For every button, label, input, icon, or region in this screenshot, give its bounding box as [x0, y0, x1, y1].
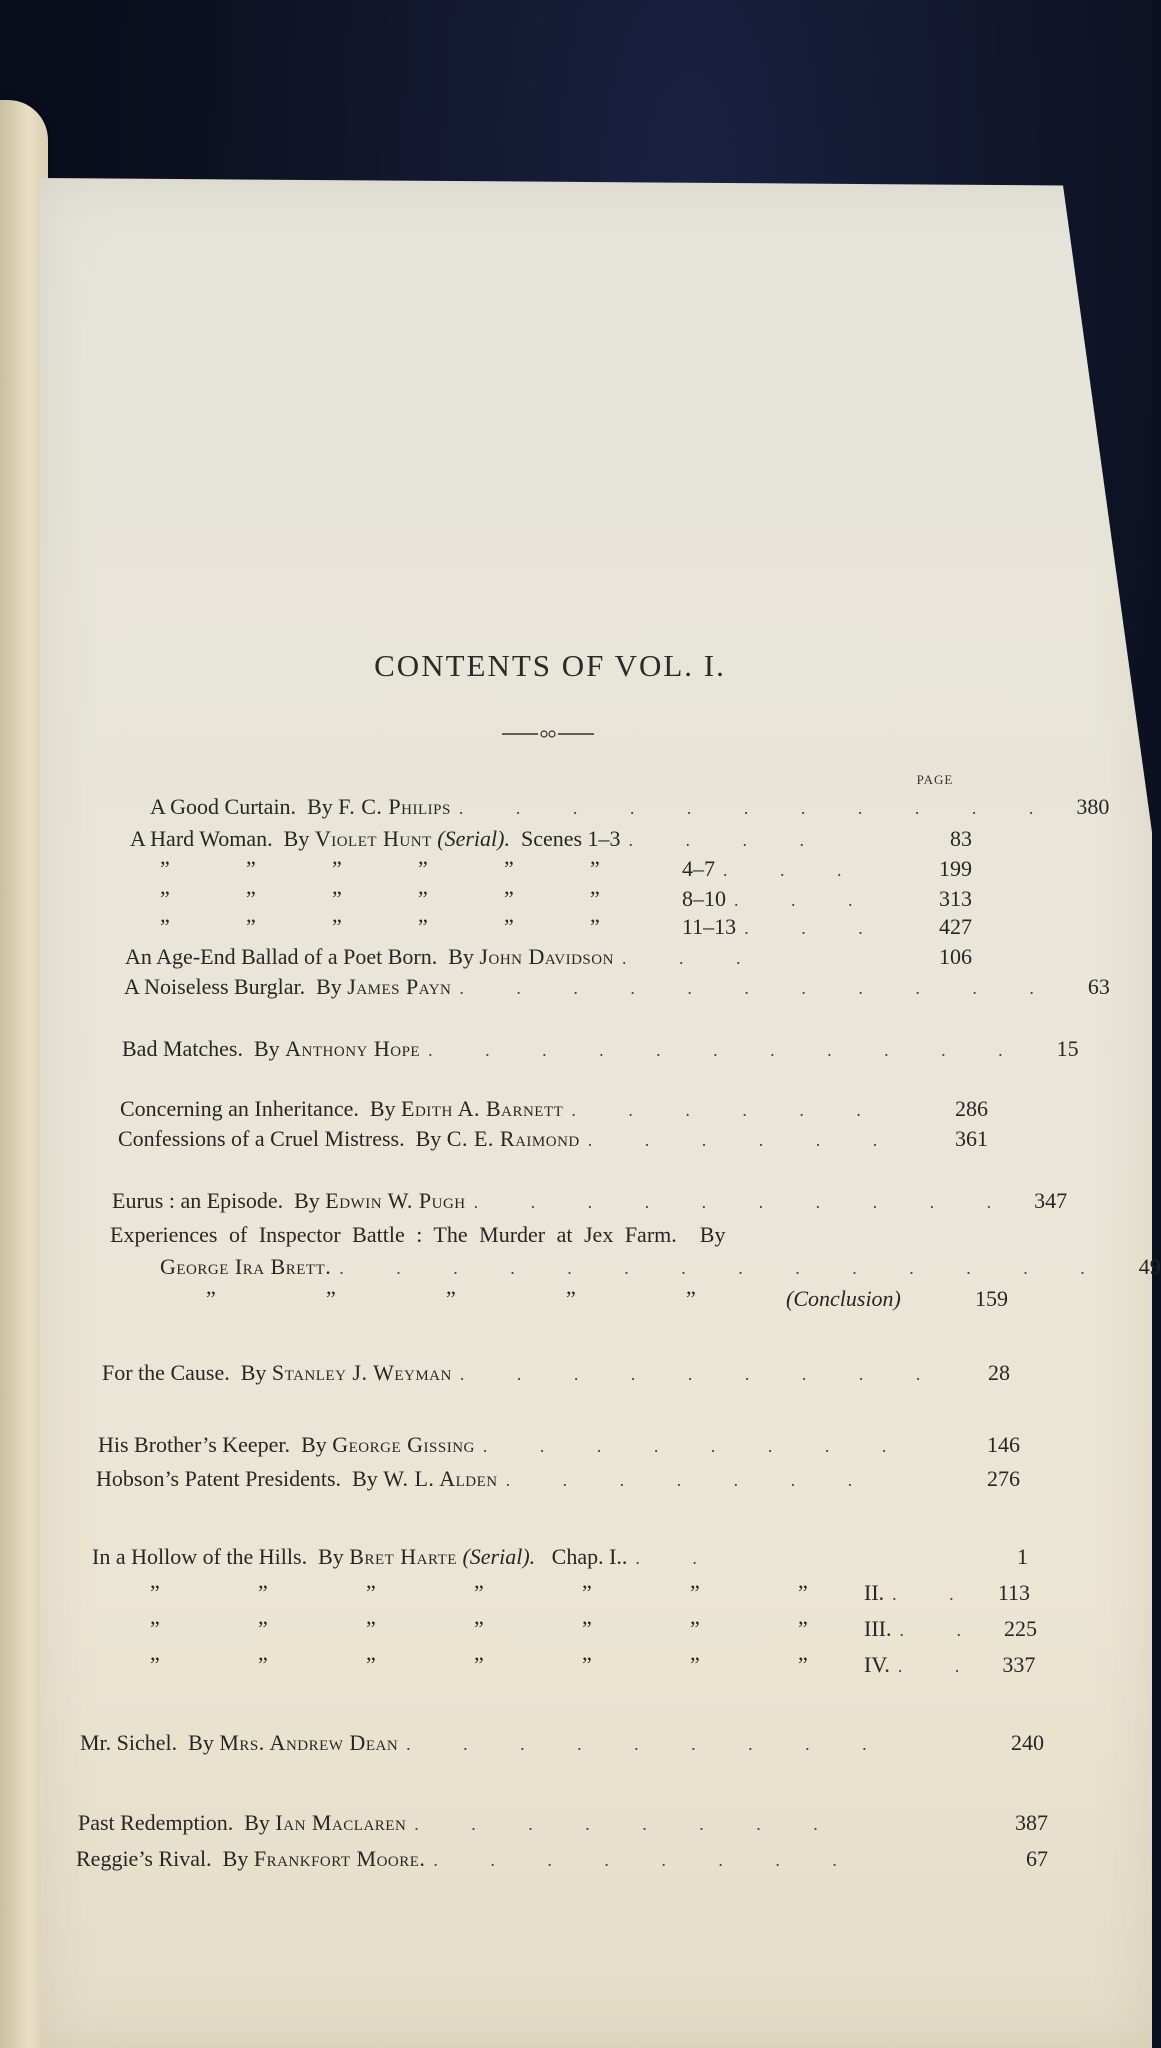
- entry-author: C. E. Raimond: [446, 1126, 580, 1151]
- entry-by: By: [448, 944, 474, 969]
- ditto-marks: ” ” ” ” ” ” ”: [150, 1580, 808, 1605]
- toc-entry: [78, 1810, 1048, 1840]
- entry-author: Edwin W. Pugh: [325, 1188, 466, 1213]
- entry-page: 83: [950, 826, 972, 851]
- entry-author: John Davidson: [479, 944, 614, 969]
- entry-part-label: Scenes: [520, 826, 583, 851]
- leader-dots: . . . . . . . . .: [459, 1364, 945, 1384]
- entry-by: By: [188, 1730, 214, 1755]
- entry-page: 28: [988, 1360, 1010, 1385]
- entry-title: Reggie’s Rival.: [76, 1846, 212, 1871]
- leader-dots: . . .: [734, 890, 877, 910]
- leader-dots: . . . . . . . . .: [406, 1734, 891, 1754]
- toc-entry-author-line: [160, 1254, 1161, 1284]
- entry-page: 240: [1011, 1730, 1044, 1755]
- entry-by: By: [352, 1466, 378, 1491]
- entry-by: By: [699, 1222, 726, 1247]
- toc-entry: [92, 1544, 1028, 1574]
- entry-page: 313: [939, 886, 972, 911]
- entry-part: 8–10: [682, 886, 726, 911]
- toc-entry: [118, 1126, 988, 1156]
- entry-page: 106: [939, 944, 972, 969]
- leader-dots: . . . . . . .: [505, 1470, 877, 1490]
- entry-page: 337: [1002, 1652, 1036, 1677]
- toc-entry-title-line: [110, 1222, 940, 1252]
- entry-title: For the Cause.: [102, 1360, 230, 1385]
- ditto-row: [160, 914, 972, 944]
- entry-page: 15: [1056, 1036, 1079, 1061]
- entry-page: 276: [987, 1466, 1020, 1491]
- entry-part: II.: [864, 1580, 885, 1605]
- toc-entry: [76, 1846, 1048, 1876]
- entry-title: In a Hollow of the Hills.: [92, 1544, 308, 1569]
- entry-author: Stanley J. Weyman: [271, 1360, 452, 1385]
- page-column-label: PAGE: [916, 772, 954, 787]
- ornament-divider: [500, 726, 596, 742]
- leader-dots: . . . . . . . .: [433, 1850, 861, 1870]
- entry-part: III.: [864, 1616, 892, 1641]
- entry-page: 427: [939, 914, 972, 939]
- entry-by: By: [415, 1126, 442, 1151]
- leader-dots: . . .: [621, 948, 765, 968]
- toc-entry: [98, 1432, 1020, 1462]
- ditto-row: [150, 1616, 1037, 1646]
- entry-part-label: Chap.: [551, 1544, 604, 1569]
- leader-dots: . . . . . . . .: [414, 1814, 842, 1834]
- entry-part: (Conclusion): [786, 1286, 901, 1311]
- toc-entry: [96, 1466, 1020, 1496]
- entry-author: George Gissing: [332, 1432, 475, 1457]
- entry-page: 49: [1138, 1254, 1161, 1279]
- leader-dots: . .: [899, 1620, 985, 1640]
- entry-author: Bret Harte: [349, 1544, 457, 1569]
- leader-dots: . . . . . .: [587, 1130, 902, 1150]
- entry-title: A Hard Woman.: [130, 826, 273, 851]
- leader-dots: . . . . . . . . . . .: [428, 1040, 1027, 1060]
- entry-author: Ian Maclaren: [275, 1810, 407, 1835]
- ditto-row: [160, 856, 972, 886]
- entry-author: Frankfort Moore.: [253, 1846, 426, 1871]
- toc-entry: [80, 1730, 1044, 1760]
- leader-dots: . . . . . .: [571, 1100, 885, 1120]
- ditto-marks: ” ” ” ” ” ” ”: [150, 1616, 808, 1641]
- leader-dots: . . . . . . . . . . . . . .: [339, 1258, 1109, 1278]
- entry-author: Violet Hunt: [314, 826, 432, 851]
- entry-page: 146: [987, 1432, 1020, 1457]
- ditto-marks: ” ” ” ” ”: [206, 1286, 696, 1311]
- entry-title: Concerning an Inheritance.: [120, 1096, 359, 1121]
- entry-author: Anthony Hope: [285, 1036, 421, 1061]
- entry-by: By: [301, 1432, 327, 1457]
- entry-by: By: [240, 1360, 267, 1385]
- entry-part: 1–3: [587, 826, 621, 851]
- entry-by: By: [318, 1544, 344, 1569]
- entry-page: 67: [1026, 1846, 1048, 1871]
- toc-entry: [122, 1036, 1079, 1066]
- entry-by: By: [307, 794, 333, 819]
- leader-dots: . .: [897, 1656, 984, 1676]
- entry-title: Bad Matches.: [122, 1036, 243, 1061]
- entry-title: Past Redemption.: [78, 1810, 234, 1835]
- leader-dots: . .: [892, 1584, 978, 1604]
- entry-page: 113: [997, 1580, 1030, 1605]
- entry-title: A Good Curtain.: [150, 794, 297, 819]
- toc-entry: [102, 1360, 1010, 1390]
- entry-page: 63: [1087, 974, 1110, 999]
- entry-title: Hobson’s Patent Presidents.: [96, 1466, 342, 1491]
- toc-entry: [120, 1096, 988, 1126]
- entry-page: 387: [1015, 1810, 1048, 1835]
- entry-part: IV.: [864, 1652, 890, 1677]
- entry-page: 159: [975, 1286, 1008, 1311]
- entry-title: Confessions of a Cruel Mistress.: [118, 1126, 405, 1151]
- entry-page: 361: [955, 1126, 988, 1151]
- entry-by: By: [283, 826, 310, 851]
- entry-page: 380: [1076, 794, 1110, 819]
- entry-part: 4–7: [682, 856, 715, 881]
- leader-dots: . .: [635, 1548, 721, 1568]
- leader-dots: . . . . . . . . . . .: [459, 978, 1058, 998]
- entry-by: By: [369, 1096, 396, 1121]
- entry-part: I..: [609, 1544, 628, 1569]
- entry-by: By: [294, 1188, 320, 1213]
- ditto-marks: ” ” ” ” ” ”: [160, 886, 600, 911]
- entry-author: W. L. Alden: [383, 1466, 498, 1491]
- entry-title: A Noiseless Burglar.: [124, 974, 306, 999]
- ditto-row: [206, 1286, 1008, 1316]
- entry-title: His Brother’s Keeper.: [98, 1432, 291, 1457]
- entry-title: Experiences of Inspector Battle : The Murder at Jex Farm.: [110, 1222, 677, 1247]
- toc-entry: [124, 974, 1110, 1004]
- leader-dots: . . . .: [628, 830, 829, 850]
- ditto-row: [150, 1580, 1030, 1610]
- entry-note: (Serial).: [437, 826, 510, 851]
- ditto-marks: ” ” ” ” ” ”: [160, 914, 600, 939]
- entry-page: 199: [939, 856, 972, 881]
- leader-dots: . . .: [723, 860, 866, 880]
- entry-title: Mr. Sichel.: [80, 1730, 178, 1755]
- toc-entry: [125, 944, 972, 974]
- entry-page: 1: [1017, 1544, 1028, 1569]
- entry-by: By: [244, 1810, 270, 1835]
- entry-page: 225: [1003, 1616, 1037, 1641]
- toc-entry: [112, 1188, 1068, 1218]
- entry-author: Mrs. Andrew Dean: [219, 1730, 399, 1755]
- entry-author: Edith A. Barnett: [401, 1096, 564, 1121]
- contents-heading: CONTENTS OF VOL. I.: [374, 648, 726, 683]
- entry-by: By: [316, 974, 342, 999]
- ditto-marks: ” ” ” ” ” ”: [160, 856, 600, 881]
- leader-dots: . . . . . . . . . .: [473, 1192, 1016, 1212]
- entry-page: 286: [955, 1096, 988, 1121]
- leader-dots: . . . . . . . . . . .: [458, 798, 1058, 818]
- toc-entry: [130, 826, 972, 856]
- leader-dots: . . . . . . . .: [482, 1436, 911, 1456]
- entry-note: (Serial).: [462, 1544, 536, 1569]
- ditto-marks: ” ” ” ” ” ” ”: [150, 1652, 808, 1677]
- entry-part: 11–13: [682, 914, 737, 939]
- toc-entry: [150, 794, 1110, 824]
- entry-title: An Age-End Ballad of a Poet Born.: [125, 944, 438, 969]
- entry-author: F. C. Philips: [338, 794, 451, 819]
- entry-page: 347: [1034, 1188, 1068, 1213]
- entry-by: By: [253, 1036, 280, 1061]
- leader-dots: . . .: [744, 918, 887, 938]
- entry-author: James Payn: [347, 974, 452, 999]
- ditto-row: [150, 1652, 1036, 1682]
- entry-by: By: [222, 1846, 249, 1871]
- entry-author: George Ira Brett.: [160, 1254, 332, 1279]
- entry-title: Eurus : an Episode.: [112, 1188, 284, 1213]
- ditto-row: [160, 886, 972, 916]
